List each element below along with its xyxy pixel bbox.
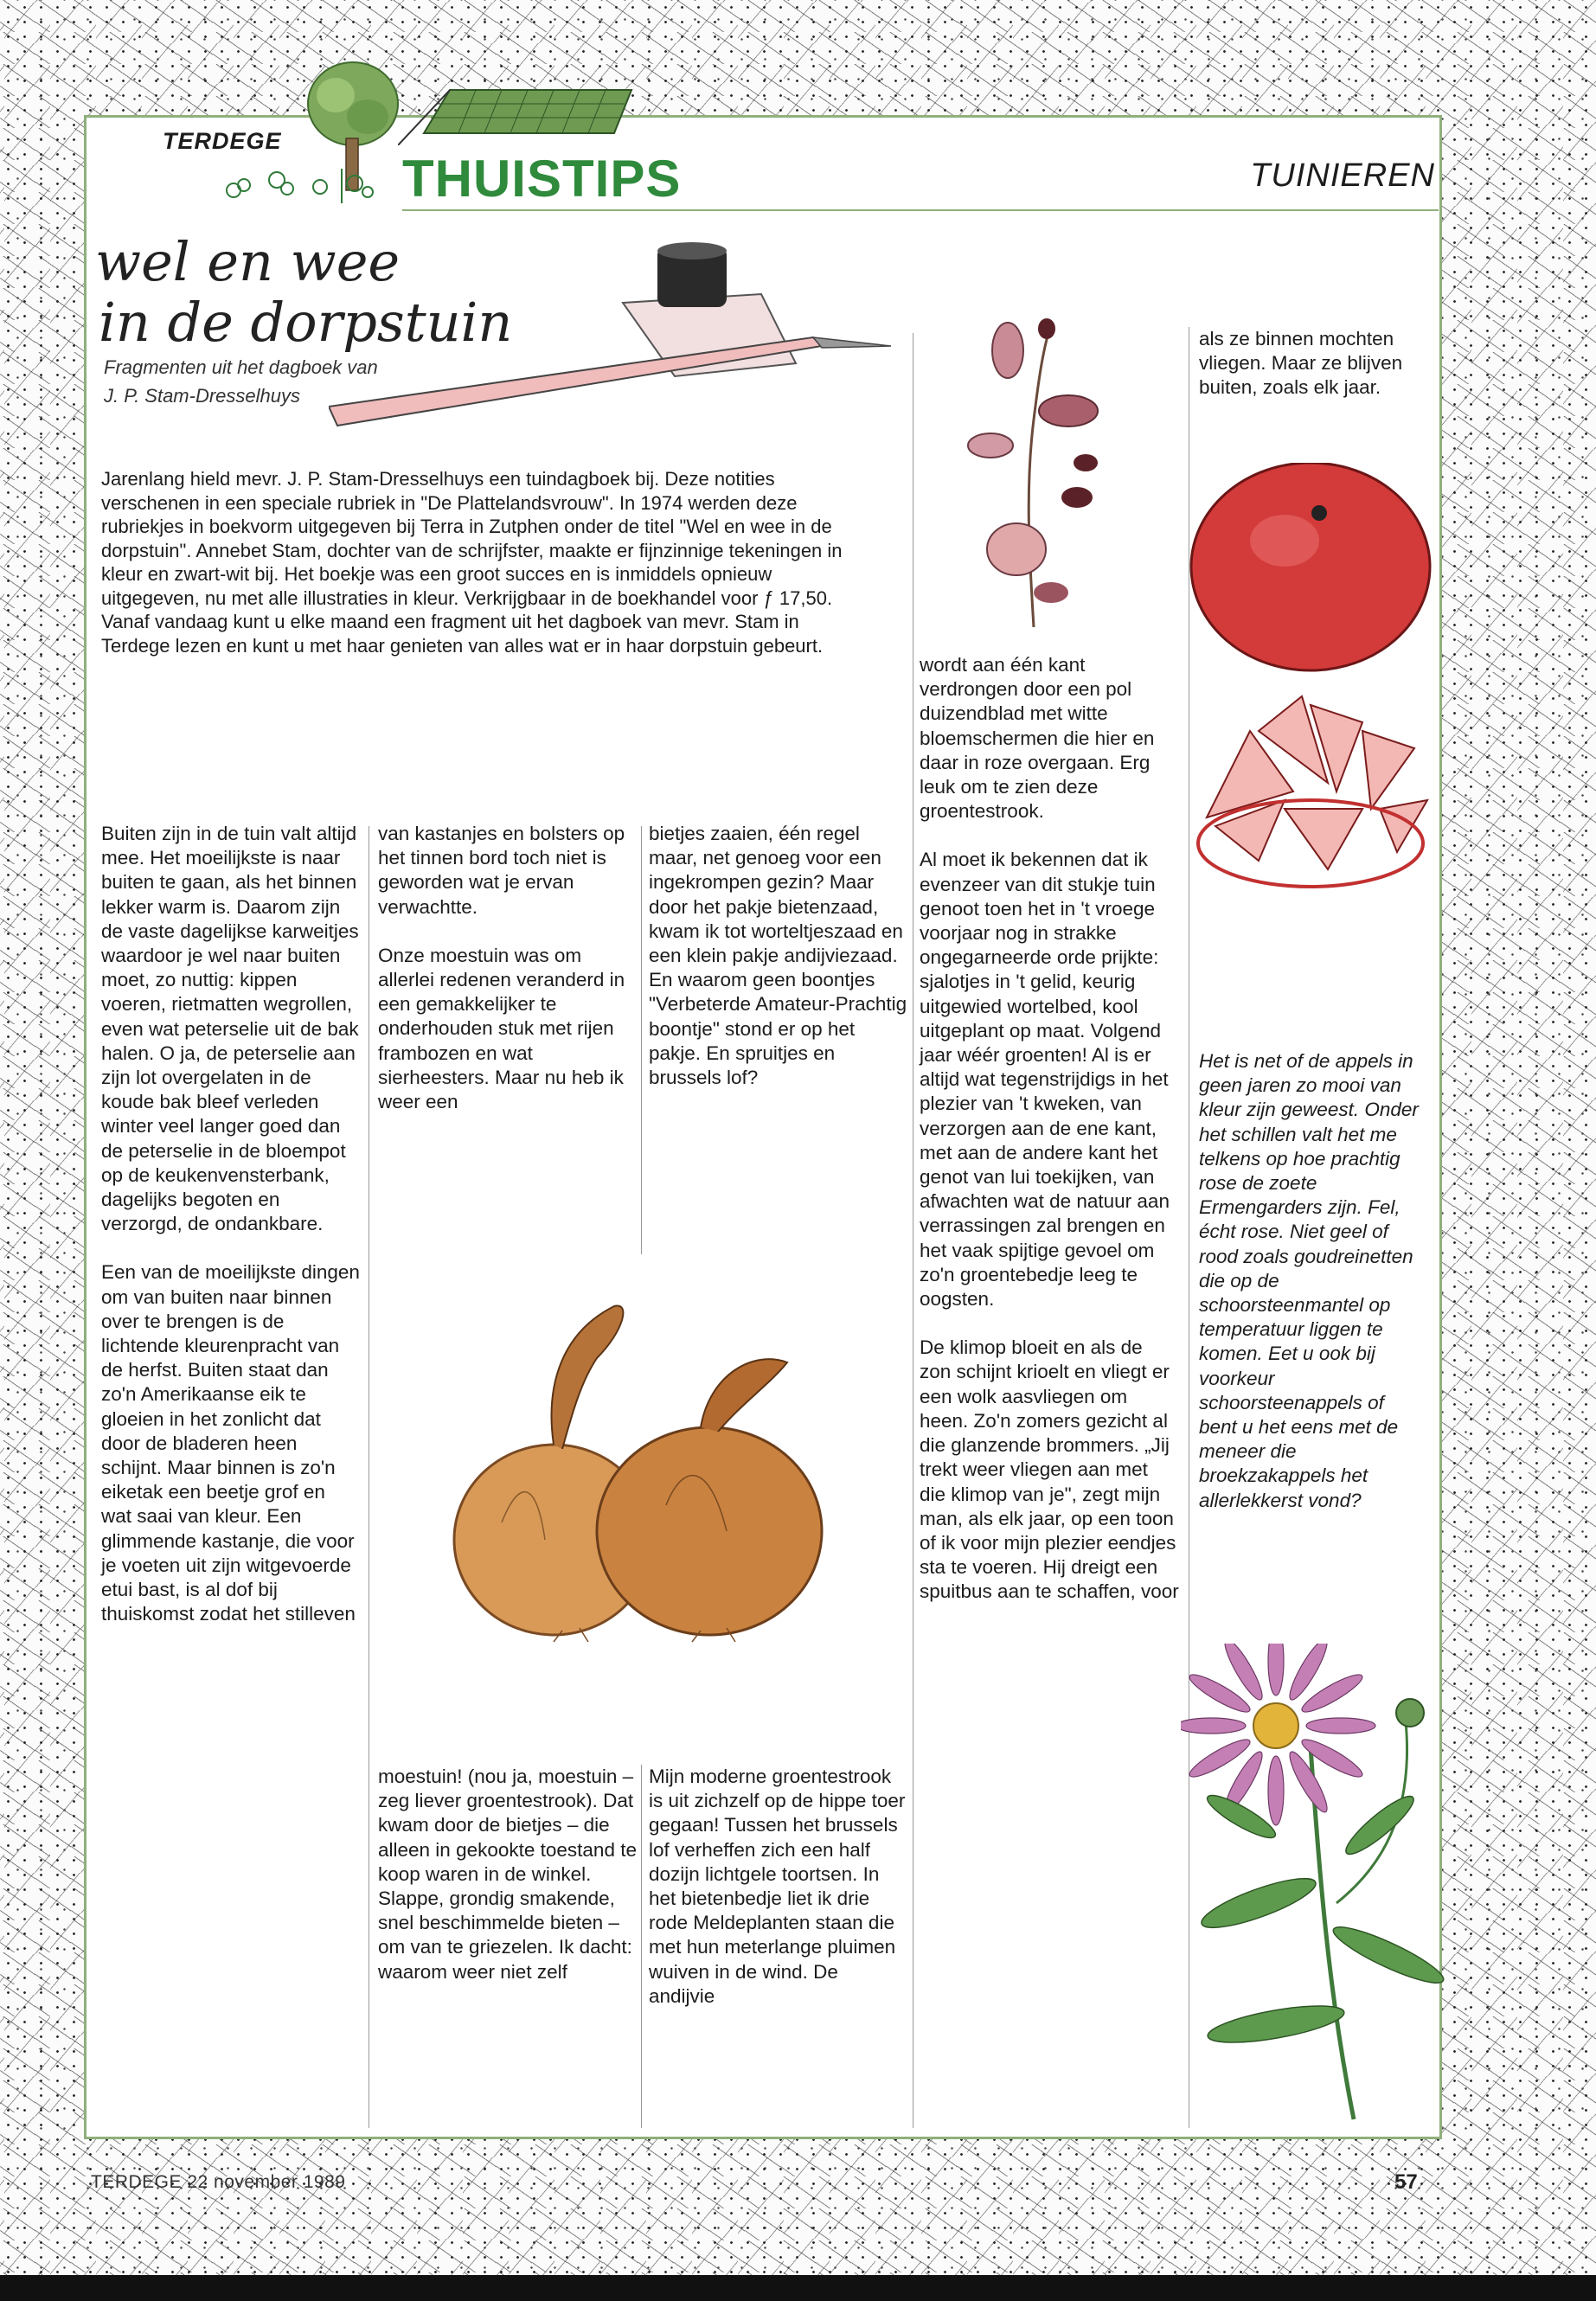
branch-illustration [939, 316, 1120, 636]
column-5-top [1199, 327, 1433, 401]
title-line-1: wel en wee [95, 230, 401, 293]
column-2-top [378, 822, 638, 1114]
section-title: THUISTIPS [402, 150, 682, 208]
intro-text-2: Vanaf vandaag kunt u elke maand een fragment uit het dagboek van mevr. Stam in Terdege lezen en kunt u met haar genieten van alles wat er in haar dorpstuin gebeurt. [101, 611, 824, 657]
column-1 [101, 822, 361, 1627]
bottom-edge [0, 2275, 1596, 2301]
subtitle-line-2: J. P. Stam-Dresselhuys [104, 385, 301, 407]
column-3-top [649, 822, 908, 1090]
paragraph: moestuin! (nou ja, moestuin – zeg liever groentestrook). Dat kwam door de bietjes – die alleen in gekookte toestand te koop waren in de winkel. Slappe, grondig smakende, snel beschimmelde bieten – om van te griezelen. Ik dacht: waarom weer niet zelf [378, 1766, 637, 1983]
paragraph: Een van de moeilijkste dingen om van buiten naar binnen over te brengen is de lichtende kleurenpracht van de herfst. Buiten staat dan zo'n Amerikaanse eik te gloeien in het zonlicht dat door de bladeren heen schijnt. Maar binnen is zo'n eiketak een beetje grof en wat saai van kleur. Een glimmende kastanje, die voor je voeten uit zijn witgevoerde etui bast, is al dof bij thuiskomst zodat het stilleven [101, 1261, 360, 1625]
paragraph: De klimop bloeit en als de zon schijnt krioelt en vliegt er een wolk aasvliegen om heen. Zo'n zomers gezicht al die glanzende brommers. „Jij trekt weer vliegen aan met die klimop van je", zegt mijn man, als elk jaar, op een toon of ik voor mijn plezier eendjes sta te voeren. Hij dreigt een spuitbus aan te schaffen, voor [920, 1336, 1179, 1603]
paragraph: Onze moestuin was om allerlei redenen veranderd in een gemakkelijker te onderhouden stuk met rijen frambozen en wat sierheesters. Maar nu heb ik weer een [378, 944, 625, 1113]
column-3-bottom [649, 1765, 908, 2009]
column-4 [920, 653, 1179, 1605]
title-line-2: in de dorpstuin [99, 291, 513, 354]
page-number: 57 [1394, 2170, 1418, 2194]
subtitle-line-1: Fragmenten uit het dagboek van [104, 356, 378, 378]
flower-icons [216, 164, 389, 208]
header-divider [402, 209, 1439, 211]
paragraph: Mijn moderne groentestrook is uit zichzelf op de hippe toer gegaan! Tussen het brussels lof verheffen zich een half dozijn lichtgele toortsen. In het bietenbedje liet ik drie rode Meldeplanten staan die met hun meterlange pluimen wuiven in de wind. De andijvie [649, 1766, 906, 2007]
article-subtitle [104, 353, 519, 410]
paragraph: van kastanjes en bolsters op het tinnen bord toch niet is geworden wat je ervan verwachtte. [378, 823, 625, 918]
column-5-italic [1199, 1049, 1426, 1513]
column-divider [641, 1765, 642, 2128]
category-label: TUINIEREN [1250, 157, 1435, 194]
onions-illustration [424, 1280, 856, 1644]
footer-source: TERDEGE 22 november 1989 [91, 2172, 346, 2192]
column-divider [641, 826, 642, 1254]
roof-illustration [398, 85, 640, 145]
paragraph: als ze binnen mochten vliegen. Maar ze blijven buiten, zoals elk jaar. [1199, 328, 1403, 399]
paragraph: Buiten zijn in de tuin valt altijd mee. Het moeilijkste is naar buiten te gaan, als het binnen lekker warm is. Daarom zijn de vaste dagelijkse karweitjes waardoor je wel naar buiten moet, zo nuttig: kippen voeren, rietmatten wegrollen, even wat peterselie uit de bak halen. O ja, de peterselie aan zijn lot overgelaten in de koude bak bleef verleden winter veel langer goed dan de peterselie in de bloempot op de keukenvensterbank, dagelijks begoten en verzorgd, de ondankbare. [101, 823, 359, 1235]
brand-name: TERDEGE [163, 128, 282, 154]
paragraph: wordt aan één kant verdrongen door een pol duizendblad met witte bloemschermen die hier en daar in roze overgaan. Erg leuk om te zien deze groentestrook. [920, 654, 1155, 823]
paragraph: Al moet ik bekennen dat ik evenzeer van dit stukje tuin genoot toen het in 't vroege voorjaar nog in strakke ongegarneerde orde prijkte: sjalotjes in 't gelid, keurig uitgewied wortelbed, kool uitgeplant op maat. Volgend jaar wéér groenten! Al is er altijd wat tegenstrijdigs in het plezier van 't kweken, van verzorgen aan de ene kant, met aan de andere kant het genot van lui toekijken, van afwachten wat de natuur aan verrassingen zal brengen en het vaak spijtige gevoel om zo'n groentebedje leeg te oogsten. [920, 849, 1170, 1311]
apple-illustration [1189, 463, 1449, 895]
column-2-bottom [378, 1765, 638, 1984]
paragraph: Het is net of de appels in geen jaren zo mooi van kleur zijn geweest. Onder het schillen valt het me telkens op hoe prachtig rose de zoete Ermengarders zijn. Fel, écht rose. Niet geel of rood zoals goudreinetten die op de schoorsteenmantel op temperatuur liggen te komen. Eet u ook bij voorkeur schoorsteenappels of bent u het eens met de meneer die broekzakappels het allerlekkerst vond? [1199, 1050, 1419, 1511]
intro-text: Jarenlang hield mevr. J. P. Stam-Dresselhuys een tuindagboek bij. Deze notities verschenen in een speciale rubriek in "De Plattelandsvrouw". In 1974 werden deze rubriekjes in boekvorm uitgegeven bij Terra in Zutphen onder de titel "Wel en wee in de dorpstuin". Annebet Stam, dochter van de schrijfster, maakte er fijnzinnige tekeningen in kleur en zwart-wit bij. Het boekje was een groot succes en is inmiddels opnieuw uitgegeven, nu met alle illustraties in kleur. Verkrijgbaar in de boekhandel voor ƒ 17,50. [101, 468, 843, 609]
aster-illustration [1181, 1644, 1475, 2128]
paragraph: bietjes zaaien, één regel maar, net genoeg voor een ingekrompen gezin? Maar door het pakje bietenzaad, kwam ik tot worteltjeszaad en een klein pakje andijviezaad. En waarom geen boontjes "Verbeterde Amateur-Prachtig boontje" stond er op het pakje. En spruitjes en brussels lof? [649, 823, 907, 1089]
intro-paragraph [101, 467, 849, 657]
